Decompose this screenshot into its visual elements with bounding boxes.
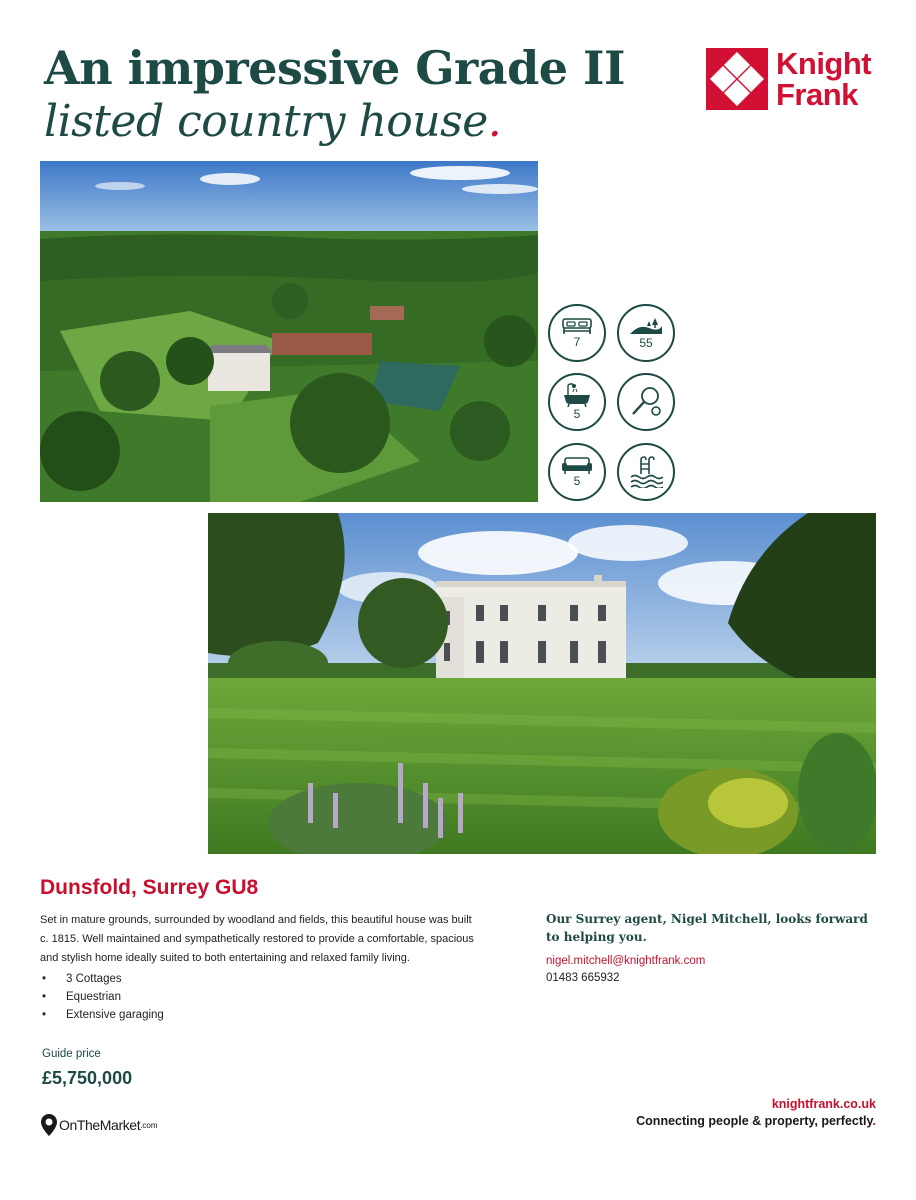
land-badge — [617, 304, 675, 362]
tagline-text: Connecting people & property, perfectly — [636, 1114, 873, 1128]
bed-icon — [561, 317, 593, 335]
pool-badge — [617, 443, 675, 501]
sofa-icon — [561, 456, 593, 474]
headline-line-2-text: listed country house — [44, 96, 488, 147]
acres-count: 55 — [639, 336, 653, 350]
bath-icon — [562, 383, 592, 407]
logo-wordmark — [776, 48, 871, 110]
headline-dot: . — [487, 96, 502, 147]
agent-email-link[interactable]: nigel.mitchell@knightfrank.com — [546, 955, 706, 967]
feature-item: • 3 Cottages — [40, 970, 164, 988]
guide-price-label: Guide price — [42, 1048, 101, 1060]
onthemarket-name: OnTheMarket — [59, 1117, 141, 1133]
tagline — [636, 1114, 876, 1128]
tagline-dot: . — [872, 1114, 876, 1128]
knight-frank-logo[interactable] — [706, 48, 886, 112]
page-headline — [44, 40, 684, 148]
bedrooms-count: 7 — [573, 335, 581, 349]
pool-icon — [629, 456, 663, 488]
bathrooms-count: 5 — [573, 407, 581, 421]
onthemarket-logo[interactable] — [40, 1112, 158, 1138]
tennis-icon — [629, 385, 663, 419]
land-acres-icon — [629, 316, 663, 336]
guide-price-value: £5,750,000 — [42, 1068, 133, 1088]
reception-badge — [548, 443, 606, 501]
property-location: Dunsfold, Surrey GU8 — [40, 876, 259, 899]
feature-list — [40, 970, 164, 1024]
onthemarket-suffix: .com — [140, 1120, 158, 1130]
feature-item: • Equestrian — [40, 988, 164, 1006]
agent-phone[interactable]: 01483 665932 — [546, 972, 620, 984]
bedrooms-badge — [548, 304, 606, 362]
logo-line-2: Frank — [776, 77, 858, 112]
property-description: Set in mature grounds, surrounded by woodland and fields, this beautiful house was built c. 1815. Well maintained and sympathetically restored to provide a comfortable, spacious and stylish home ideally suited to both entertaining and relaxed family living. — [40, 914, 474, 964]
reception-count: 5 — [573, 474, 581, 488]
bathrooms-badge — [548, 373, 606, 431]
house-front-photo — [208, 513, 876, 854]
tennis-badge — [617, 373, 675, 431]
headline-line-1: An impressive Grade II — [44, 41, 626, 95]
headline-line-2 — [44, 96, 684, 148]
agent-message: Our Surrey agent, Nigel Mitchell, looks forward to helping you. — [546, 912, 868, 944]
feature-item: • Extensive garaging — [40, 1006, 164, 1024]
logo-mark-icon — [706, 48, 768, 110]
logo-line-1: Knight — [776, 46, 872, 81]
website-link[interactable]: knightfrank.co.uk — [771, 1097, 876, 1111]
map-pin-icon — [40, 1113, 58, 1137]
aerial-photo — [40, 161, 538, 502]
